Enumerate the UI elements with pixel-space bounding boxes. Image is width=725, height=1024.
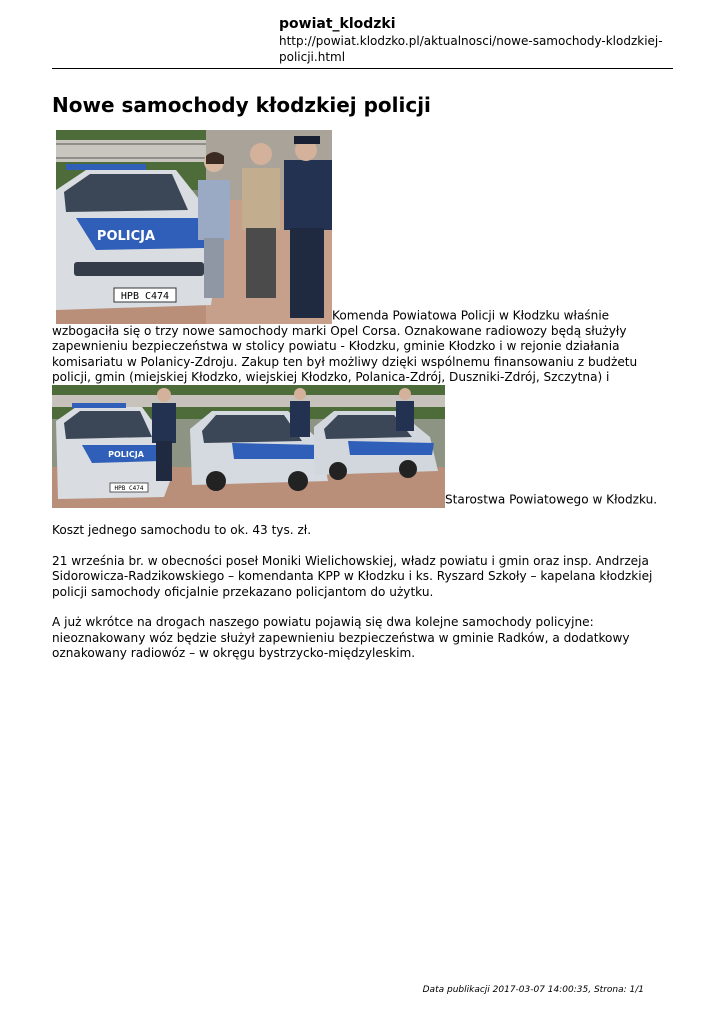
paragraph-4: A już wkrótce na drogach naszego powiatu pojawią się dwa kolejne samochody policyjne: nieoznakowany wóz będzie służył zapewnieniu bezpieczeństwa w gminie Radków, a dodatkowy oznakowany radiowóz – w okręgu bystrzycko-międzyleskim.	[52, 615, 630, 660]
photo1-door-label: POLICJA	[96, 229, 156, 244]
paragraph-1-text-a: Komenda Powiatowa Policji w Kłodzku właśnie wzbogaciła się o trzy nowe samochody marki Opel Corsa. Oznakowane radiowozy będą służyły zapewnieniu bezpieczeństwa w stolicy powiatu - Kłodzku, gminie Kłodzko i w rejonie działania komisariatu w Polanicy-Zdroju. Zakup ten był możliwy dzięki wspólnemu finansowaniu z budżetu policji, gmin (miejskiej Kłodzko, wiejskiej Kłodzko, Polanica-Zdrój, Duszniki-Zdrój, Szczytna) i	[52, 308, 638, 384]
paragraph-2: Koszt jednego samochodu to ok. 43 tys. zł.	[52, 523, 312, 538]
photo1-plate-text: HPB C474	[120, 291, 170, 302]
paragraph-3: 21 września br. w obecności poseł Moniki Wielichowskiej, władz powiatu i gmin oraz insp. Andrzeja Sidorowicza-Radzikowskiego – komendanta KPP w Kłodzku i ks. Ryszard Szkoły – kapelana kłodzkiej policji samochody oficjalnie przekazano policjantom do użytku.	[52, 554, 653, 599]
article-url[interactable]: http://powiat.klodzko.pl/aktualnosci/nowe-samochody-klodzkiej-policji.html	[279, 34, 663, 64]
photo-three-police-cars	[52, 385, 445, 508]
photo2-plate-text: HPB C474	[114, 485, 144, 493]
article-title: Nowe samochody kłodzkiej policji	[52, 93, 431, 117]
header-divider	[52, 68, 673, 69]
publication-footer: Data publikacji 2017-03-07 14:00:35, Strona: 1/1	[422, 985, 644, 995]
paragraph-1-text-b: Starostwa Powiatowego w Kłodzku.	[445, 492, 658, 507]
article-body	[52, 130, 673, 661]
photo2-door-label: POLICJA	[108, 450, 144, 460]
site-name: powiat_klodzki	[279, 16, 396, 32]
paragraph-1	[52, 130, 673, 508]
page-header	[279, 15, 679, 65]
photo-police-car-with-officials	[56, 130, 332, 324]
